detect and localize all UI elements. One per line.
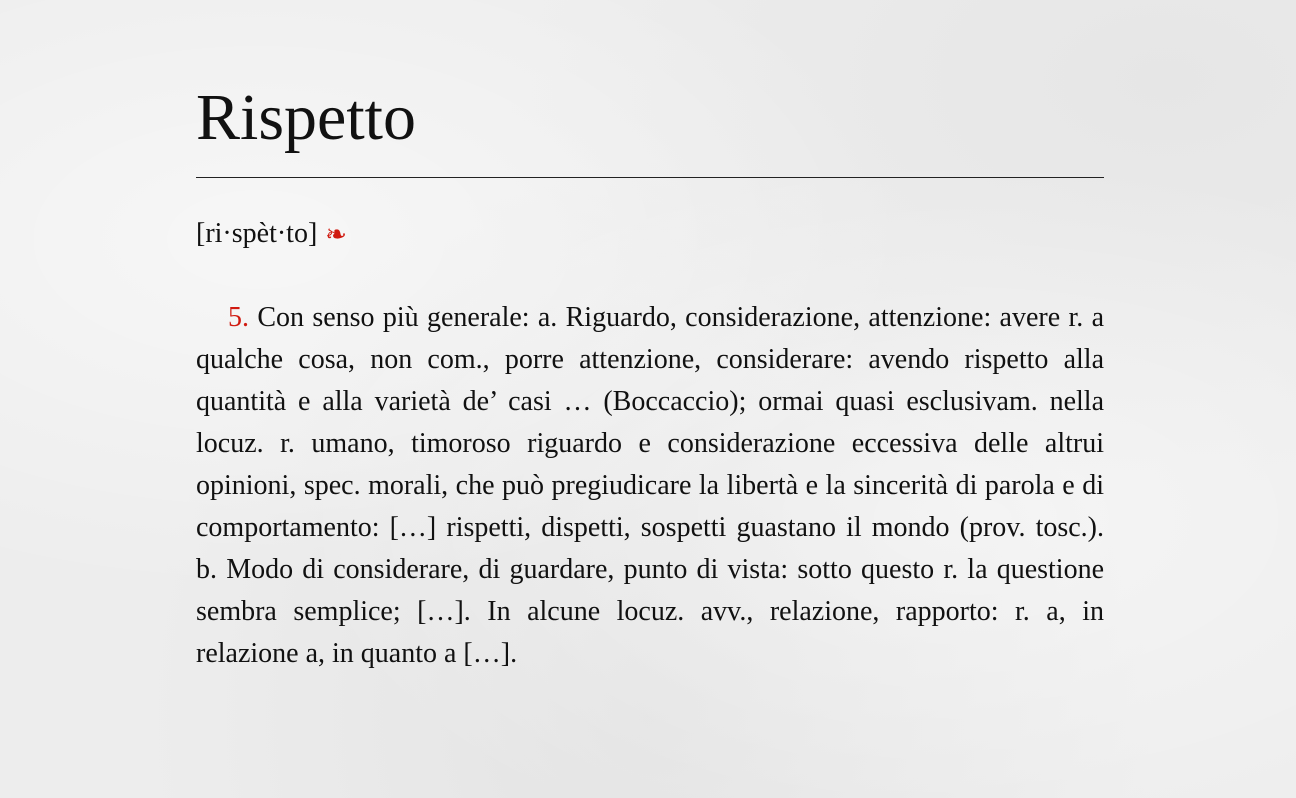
pronunciation: [ri·spèt·to] — [196, 218, 318, 249]
sense-number: 5. — [228, 302, 249, 333]
sense-definition: Con senso più generale: a. Riguardo, considerazione, attenzione: avere r. a qualche cosa, non com., porre attenzione, considerare: avendo rispetto alla quantità e alla varietà de’ casi … (Boccaccio); ormai quasi esclusivam. nella locuz. r. umano, timoroso riguardo e considerazione eccessiva delle altrui opinioni, spec. morali, che può pregiudicare la libertà e la sincerità di parola e di comportamento: […] rispetti, dispetti, sospetti guastano il mondo (prov. tosc.). b. Modo di considerare, di guardare, punto di vista: sotto questo r. la questione sembra semplice; […]. In alcune locuz. avv., relazione, rapporto: r. a, in relazione a, in quanto a […]. — [196, 302, 1104, 669]
headword-title: Rispetto — [196, 81, 417, 154]
definition-paragraph — [196, 297, 1104, 675]
title-divider — [196, 177, 1104, 178]
pronunciation-line — [196, 214, 347, 255]
floral-heart-icon: ❧ — [325, 220, 348, 250]
